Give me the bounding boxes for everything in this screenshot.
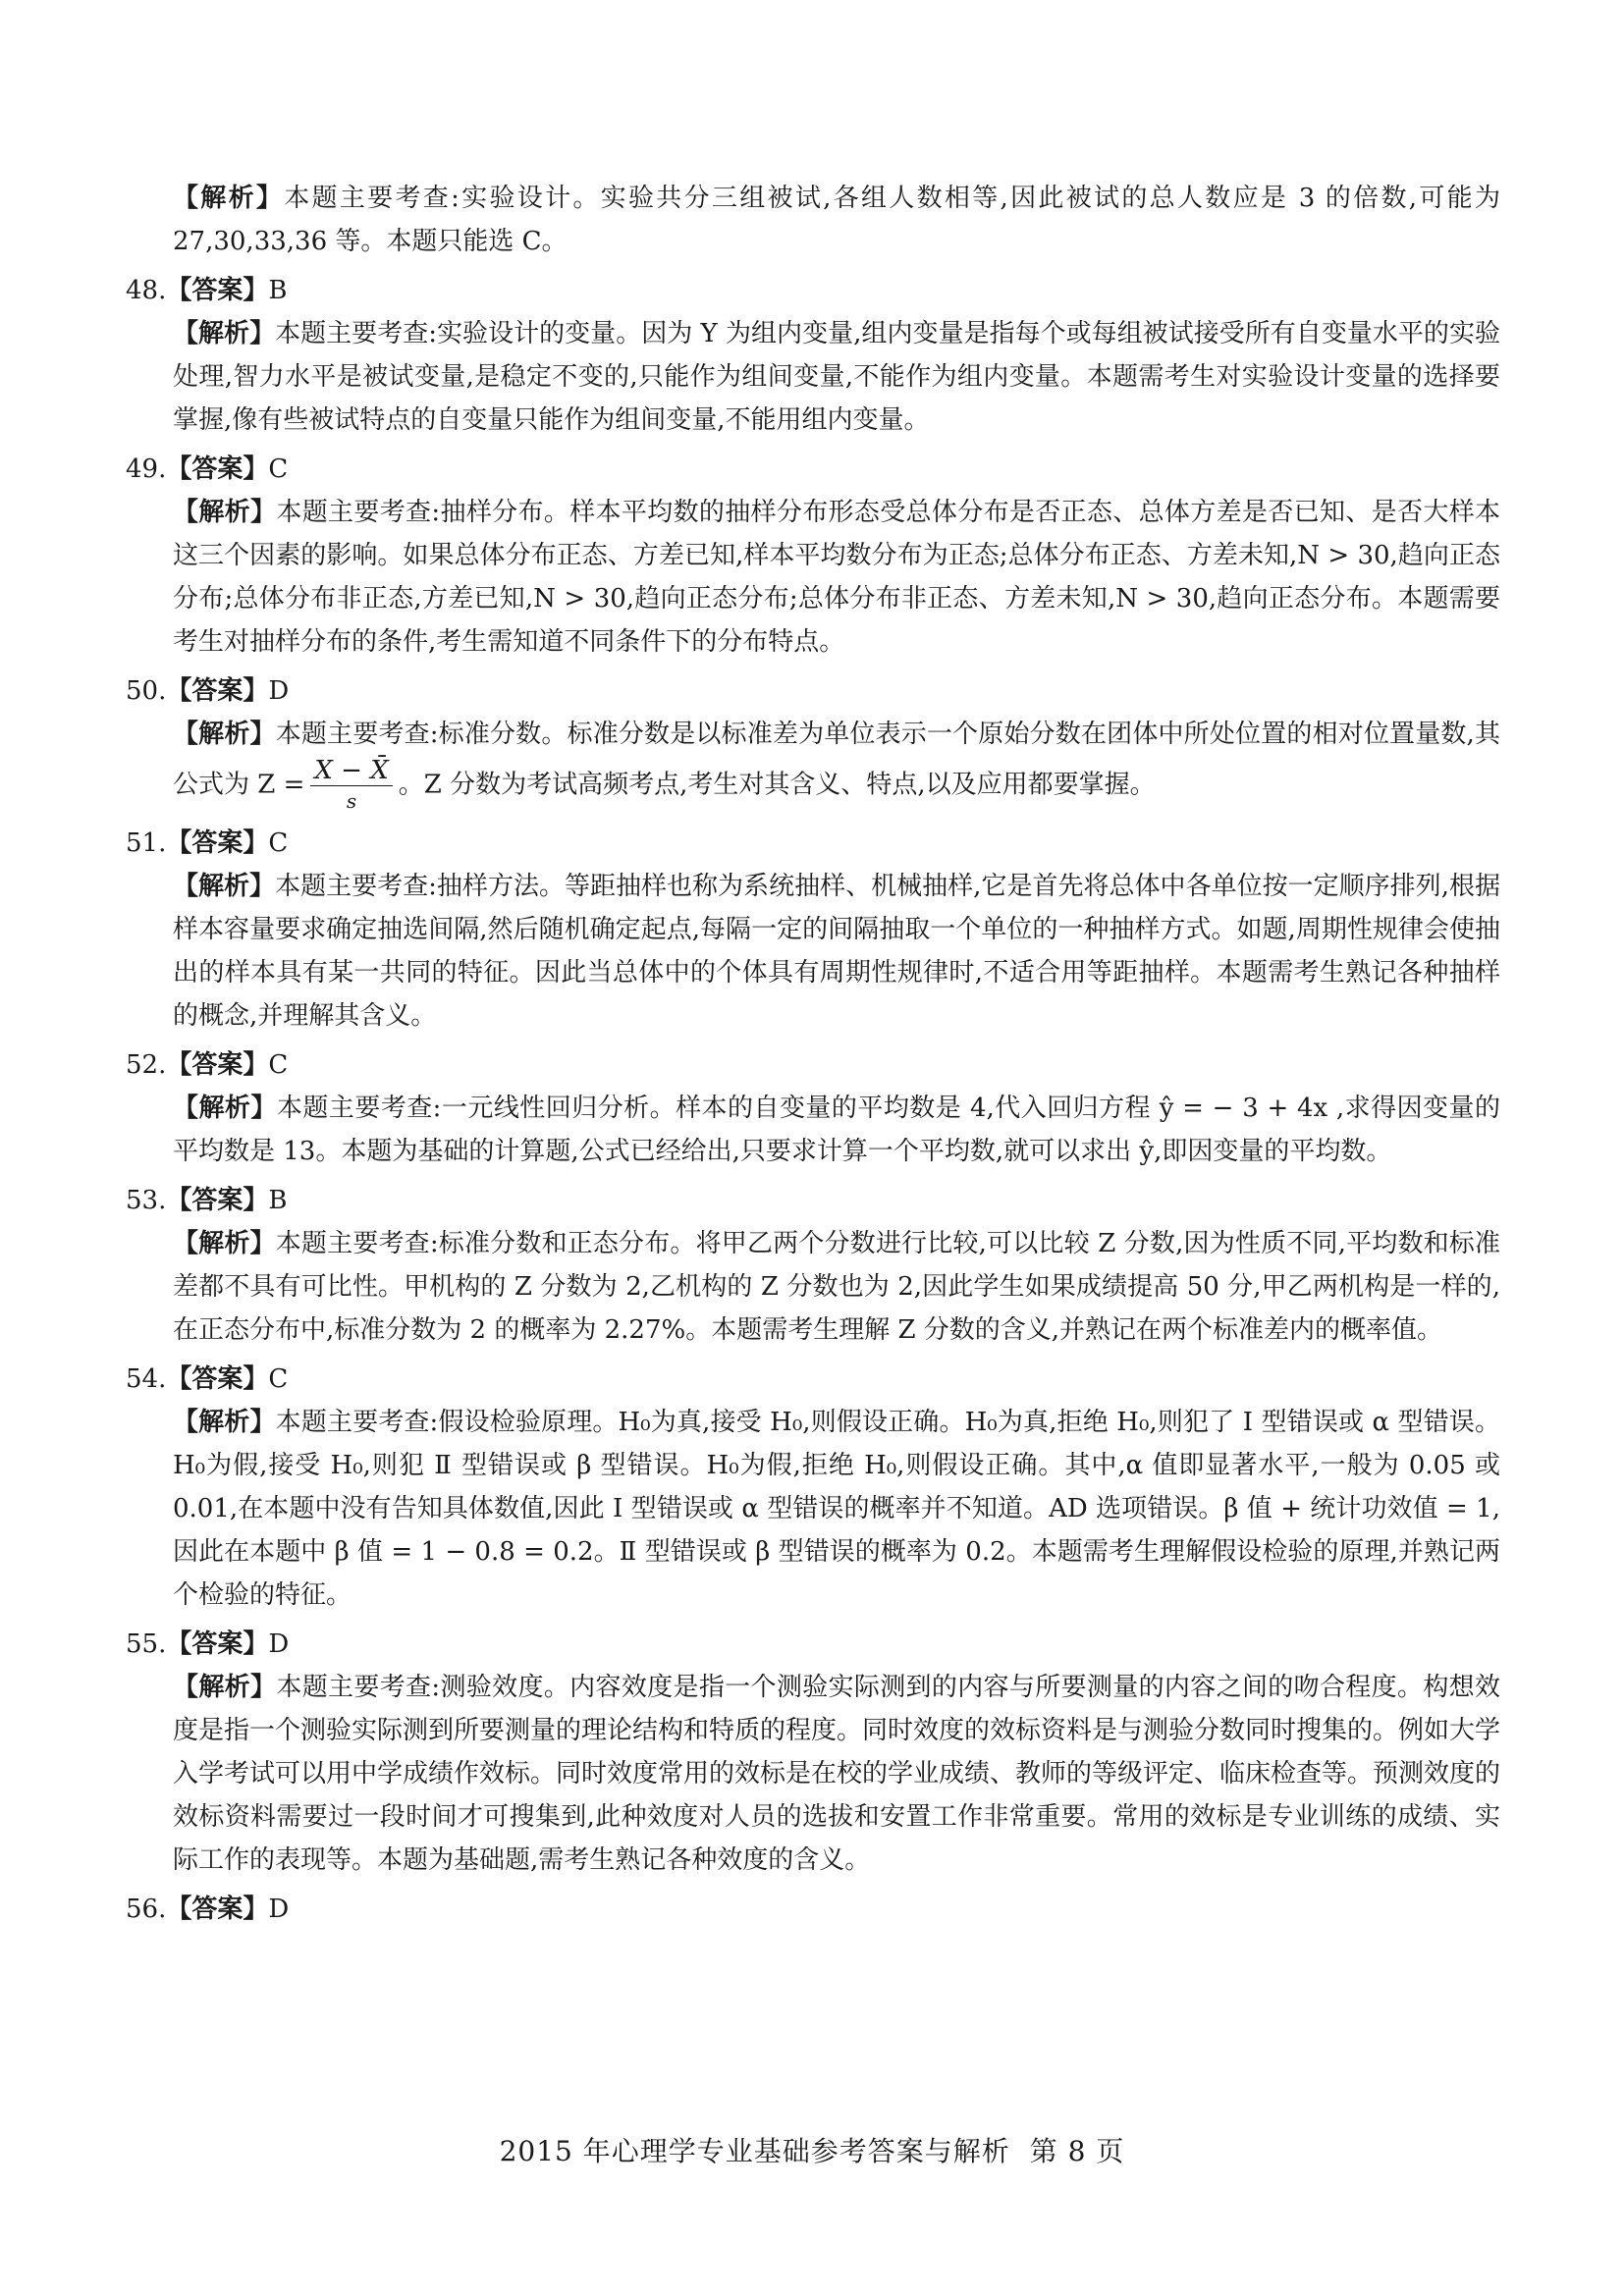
formula-denominator: s <box>346 789 357 813</box>
answer-line <box>126 269 1500 312</box>
question-number: 50. <box>126 676 167 706</box>
question-54 <box>126 1358 1500 1617</box>
answer-value: C <box>268 828 289 858</box>
answer-value: D <box>268 1895 290 1924</box>
question-52 <box>126 1043 1500 1173</box>
answer-line <box>126 1179 1500 1222</box>
question-48 <box>126 269 1500 442</box>
answer-value: B <box>268 276 288 305</box>
answer-tag: 【答案】 <box>166 828 269 858</box>
analysis-text: 本题主要考查:实验设计。实验共分三组被试,各组人数相等,因此被试的总人数应是 3 的倍数,可能为 27,30,33,36 等。本题只能选 C。 <box>173 184 1500 256</box>
analysis-paragraph <box>173 177 1500 263</box>
analysis-tag: 【解析】 <box>173 184 285 213</box>
analysis-paragraph <box>173 312 1500 442</box>
answer-line <box>126 1358 1500 1401</box>
answer-value: D <box>268 676 290 706</box>
footer-title: 2015 年心理学专业基础参考答案与解析 <box>499 2135 1010 2167</box>
answer-value: C <box>268 1050 289 1080</box>
analysis-tag: 【解析】 <box>173 1094 277 1123</box>
z-score-formula <box>310 756 392 816</box>
answer-tag: 【答案】 <box>166 676 269 706</box>
formula-numerator: X − X̄ <box>310 756 392 786</box>
analysis-text-part-1: 本题主要考查:标准分数。标准分数是以标准差为单位表示一个原始分数在团体中所处位置的相对位置量数,其公式为 Z = <box>173 720 1500 800</box>
question-number: 51. <box>126 828 167 858</box>
analysis-paragraph <box>173 1087 1500 1173</box>
answer-tag: 【答案】 <box>166 454 269 484</box>
answer-line <box>126 669 1500 713</box>
question-number: 53. <box>126 1186 167 1215</box>
question-number: 54. <box>126 1364 167 1394</box>
analysis-tag: 【解析】 <box>173 1229 276 1258</box>
answer-tag: 【答案】 <box>166 1629 269 1659</box>
answer-tag: 【答案】 <box>166 1186 269 1215</box>
question-number: 56. <box>126 1895 167 1924</box>
question-number: 49. <box>126 454 167 484</box>
question-number: 52. <box>126 1050 167 1080</box>
analysis-text-part-2: 。Z 分数为考试高频考点,考生对其含义、特点,以及应用都要掌握。 <box>398 770 1156 800</box>
answer-tag: 【答案】 <box>166 1050 269 1080</box>
question-number: 48. <box>126 276 167 305</box>
question-47-continuation <box>126 177 1500 263</box>
page-footer <box>0 2130 1624 2169</box>
analysis-tag: 【解析】 <box>173 1408 276 1437</box>
answer-line <box>126 822 1500 865</box>
answer-tag: 【答案】 <box>166 1364 269 1394</box>
analysis-paragraph <box>173 865 1500 1038</box>
analysis-paragraph <box>173 1222 1500 1352</box>
analysis-tag: 【解析】 <box>173 1673 277 1702</box>
answer-line <box>126 448 1500 491</box>
answer-value: C <box>268 1364 289 1394</box>
analysis-paragraph <box>173 491 1500 664</box>
analysis-text: 本题主要考查:测验效度。内容效度是指一个测验实际测到的内容与所要测量的内容之间的吻合程度。构想效度是指一个测验实际测到所要测量的理论结构和特质的程度。同时效度的效标资料是与测验分数同时搜集的。例如大学入学考试可以用中学成绩作效标。同时效度常用的效标是在校的学业成绩、教师的等级评定、临床检查等。预测效度的效标资料需要过一段时间才可搜集到,此种效度对人员的选拔和安置工作非常重要。常用的效标是专业训练的成绩、实际工作的表现等。本题为基础题,需考生熟记各种效度的含义。 <box>173 1673 1501 1875</box>
answer-value: B <box>268 1186 288 1215</box>
analysis-paragraph <box>173 713 1500 816</box>
answer-line <box>126 1623 1500 1666</box>
question-number: 55. <box>126 1629 167 1659</box>
analysis-tag: 【解析】 <box>173 319 276 348</box>
question-53 <box>126 1179 1500 1352</box>
answer-line <box>126 1888 1500 1931</box>
answer-value: D <box>268 1629 290 1659</box>
analysis-text: 本题主要考查:实验设计的变量。因为 Y 为组内变量,组内变量是指每个或每组被试接受所有自变量水平的实验处理,智力水平是被试变量,是稳定不变的,只能作为组间变量,不能作为组内变量。本题需考生对实验设计变量的选择要掌握,像有些被试特点的自变量只能作为组间变量,不能用组内变量。 <box>173 319 1500 435</box>
analysis-tag: 【解析】 <box>173 872 276 901</box>
analysis-text: 本题主要考查:抽样方法。等距抽样也称为系统抽样、机械抽样,它是首先将总体中各单位按一定顺序排列,根据样本容量要求确定抽选间隔,然后随机确定起点,每隔一定的间隔抽取一个单位的一种抽样方式。如题,周期性规律会使抽出的样本具有某一共同的特征。因此当总体中的个体具有周期性规律时,不适合用等距抽样。本题需考生熟记各种抽样的概念,并理解其含义。 <box>173 872 1500 1031</box>
question-50 <box>126 669 1500 816</box>
analysis-text: 本题主要考查:一元线性回归分析。样本的自变量的平均数是 4,代入回归方程 ŷ = − 3 + 4x ,求得因变量的平均数是 13。本题为基础的计算题,公式已经给出,只要求计算一个平均数,就可以求出 ŷ,即因变量的平均数。 <box>173 1094 1500 1166</box>
answer-line <box>126 1043 1500 1087</box>
question-56 <box>126 1888 1500 1931</box>
page-number: 第 8 页 <box>1029 2135 1125 2167</box>
analysis-tag: 【解析】 <box>173 498 277 527</box>
answer-tag: 【答案】 <box>166 1895 269 1924</box>
question-51 <box>126 822 1500 1038</box>
analysis-paragraph <box>173 1401 1500 1617</box>
analysis-text: 本题主要考查:假设检验原理。H₀为真,接受 H₀,则假设正确。H₀为真,拒绝 H₀,则犯了 Ⅰ 型错误或 α 型错误。H₀为假,接受 H₀,则犯 Ⅱ 型错误或 β 型错误。H₀为假,拒绝 H₀,则假设正确。其中,α 值即显著水平,一般为 0.05 或 0.01,在本题中没有告知具体数值,因此 Ⅰ 型错误或 α 型错误的概率并不知道。AD 选项错误。β 值 + 统计功效值 = 1,因此在本题中 β 值 = 1 − 0.8 = 0.2。Ⅱ 型错误或 β 型错误的概率为 0.2。本题需考生理解假设检验的原理,并熟记两个检验的特征。 <box>173 1408 1500 1610</box>
analysis-paragraph <box>173 1666 1500 1882</box>
analysis-text: 本题主要考查:抽样分布。样本平均数的抽样分布形态受总体分布是否正态、总体方差是否已知、是否大样本这三个因素的影响。如果总体分布正态、方差已知,样本平均数分布为正态;总体分布正态、方差未知,N > 30,趋向正态分布;总体分布非正态,方差已知,N > 30,趋向正态分布;总体分布非正态、方差未知,N > 30,趋向正态分布。本题需要考生对抽样分布的条件,考生需知道不同条件下的分布特点。 <box>173 498 1500 657</box>
question-49 <box>126 448 1500 664</box>
question-55 <box>126 1623 1500 1882</box>
analysis-text: 本题主要考查:标准分数和正态分布。将甲乙两个分数进行比较,可以比较 Z 分数,因为性质不同,平均数和标准差都不具有可比性。甲机构的 Z 分数为 2,乙机构的 Z 分数也为 2,因此学生如果成绩提高 50 分,甲乙两机构是一样的,在正态分布中,标准分数为 2 的概率为 2.27%。本题需考生理解 Z 分数的含义,并熟记在两个标准差内的概率值。 <box>173 1229 1500 1345</box>
analysis-tag: 【解析】 <box>173 720 276 749</box>
answer-sheet-page <box>126 177 1500 1937</box>
answer-tag: 【答案】 <box>166 276 269 305</box>
answer-value: C <box>268 454 289 484</box>
